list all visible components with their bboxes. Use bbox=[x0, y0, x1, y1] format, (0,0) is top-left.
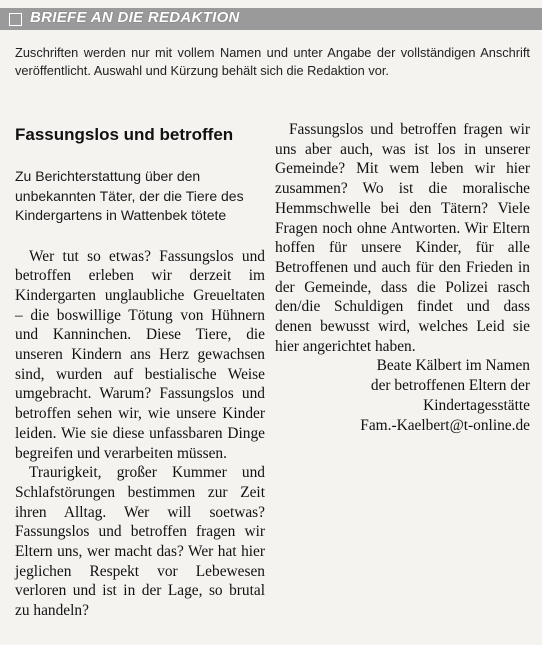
signature-organization: Kindertagesstätte bbox=[423, 396, 530, 414]
letter-dek: Zu Berichterstattung über den unbekannten Täter, der die Tiere des Kindergartens in Wattenbek tötete bbox=[15, 168, 244, 223]
header-square-icon bbox=[9, 13, 22, 26]
letter-column-left bbox=[15, 117, 265, 621]
letter-paragraph-2: Traurigkeit, großer Kummer und Schlafstörungen bestimmen zur Zeit ihren Alltag. Wer will soetwas? Fassungslos und betroffen fragen wir Eltern uns, wer macht das? Wer hat hier jeglichen Respekt vor Lebewesen verloren und ist in der Lage, so brutal zu handeln? bbox=[15, 464, 265, 620]
signature-email: Fam.-Kaelbert@t-online.de bbox=[360, 416, 530, 434]
letter-column-right bbox=[275, 120, 530, 435]
letter-signature bbox=[275, 356, 530, 435]
signature-group: der betroffenen Eltern der bbox=[370, 377, 530, 395]
letter-paragraph-3: Fassungslos und betroffen fragen wir uns aber auch, was ist los in unserer Gemeinde? Mit wem leben wir hier zusammen? Wo ist die moralische Hemmschwelle bei den Tätern? Viele Fragen noch ohne Antworten. Wir Eltern hoffen für unsere Kinder, für alle Betroffenen und auch für den Frieden in der Gemeinde, dass die Polizei rasch den/die Schuldigen findet und dass denen bewusst wird, welches Leid sie hier angerichtet haben. bbox=[275, 121, 530, 355]
section-header-bar bbox=[0, 8, 542, 30]
signature-name: Beate Kälbert im Namen bbox=[376, 357, 530, 375]
editorial-notice: Zuschriften werden nur mit vollem Namen und unter Angabe der vollständigen Anschrift veröffentlicht. Auswahl und Kürzung behält sich die Redaktion vor. bbox=[15, 45, 530, 78]
letter-headline: Fassungslos und betroffen bbox=[15, 125, 234, 144]
letter-paragraph-1: Wer tut so etwas? Fassungslos und betroffen erleben wir derzeit im Kindergarten unglaubliche Greueltaten – die boswillige Tötung von Hühnern und Kanninchen. Diese Tiere, die unseren Kindern ans Herz gewachsen sind, wurden auf bestialische Weise umgebracht. Warum? Fassungslos und betroffen sehen wir, wie unsere Kinder leiden. Wie sie diese unfassbaren Dinge begreifen und verarbeiten müssen. bbox=[15, 247, 265, 462]
section-header-title: BRIEFE AN DIE REDAKTION bbox=[30, 9, 240, 26]
letter-paragraph-2-start bbox=[15, 463, 265, 621]
